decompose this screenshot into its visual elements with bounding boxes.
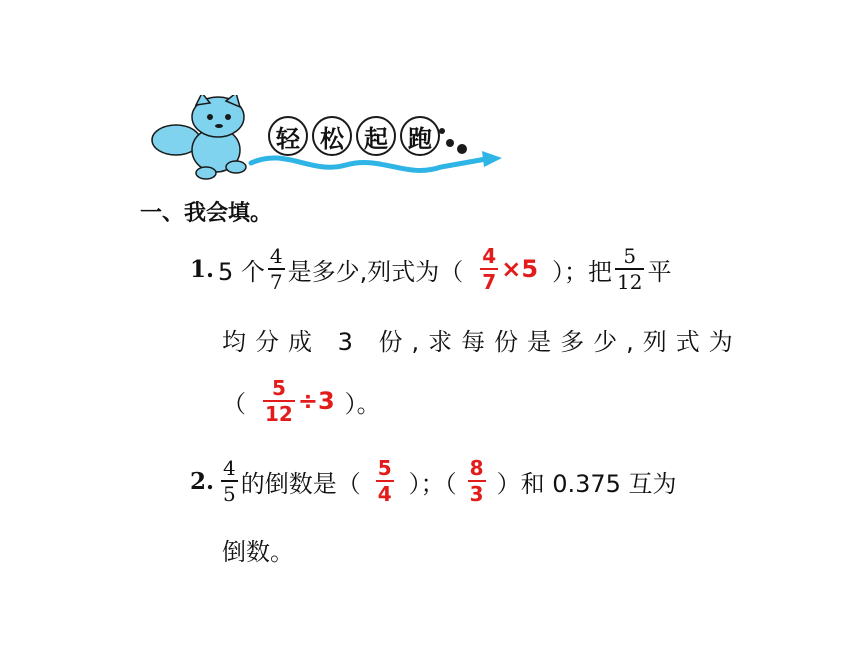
dots-icon <box>439 128 467 154</box>
fraction <box>268 246 285 292</box>
numerator: 8 <box>469 456 484 480</box>
text: 5 个 <box>218 257 265 286</box>
numerator: 4 <box>223 456 236 480</box>
question-1-line-2: 均分成 3 份,求每份是多少,列式为 <box>222 328 742 356</box>
banner-char: 起 <box>356 116 396 156</box>
banner-char: 跑 <box>400 116 440 156</box>
section-title: 一、我会填。 <box>140 201 273 226</box>
text: 的倒数是（ <box>240 469 361 498</box>
answer-fraction <box>376 458 394 504</box>
question-1-line-1 <box>190 246 671 292</box>
answer-text: ×5 <box>501 255 539 283</box>
denominator: 3 <box>469 482 484 506</box>
banner-title <box>268 116 440 156</box>
numerator: 5 <box>623 244 637 268</box>
text: 是多少,列式为（ <box>287 257 464 286</box>
fox-mascot-icon <box>152 95 246 179</box>
answer-text: ÷3 <box>297 387 335 415</box>
answer-fraction <box>263 378 295 424</box>
numerator: 4 <box>482 244 497 268</box>
question-1-line-3 <box>222 378 381 424</box>
question-number: 2. <box>190 467 215 495</box>
numerator: 5 <box>377 456 392 480</box>
question-number: 1. <box>190 255 215 283</box>
arrow-icon <box>251 158 486 171</box>
denominator: 7 <box>482 270 497 294</box>
text: ）；（ <box>408 469 457 498</box>
denominator: 12 <box>265 402 293 426</box>
denominator: 4 <box>377 482 392 506</box>
banner-char: 轻 <box>268 116 308 156</box>
text: 平 <box>647 257 672 286</box>
denominator: 7 <box>269 270 283 294</box>
text: ）；把 <box>552 257 613 286</box>
question-2-line-1 <box>190 458 677 504</box>
text: ）。 <box>344 389 381 418</box>
fraction <box>221 458 238 504</box>
denominator: 12 <box>617 270 643 294</box>
answer-fraction <box>468 458 486 504</box>
text: （ <box>222 389 246 418</box>
fraction <box>615 246 644 292</box>
question-2-line-2: 倒数。 <box>222 538 294 566</box>
numerator: 4 <box>269 244 283 268</box>
text: ）和 0.375 互为 <box>496 469 677 498</box>
answer-fraction <box>480 246 498 292</box>
numerator: 5 <box>271 376 286 400</box>
denominator: 5 <box>223 482 236 506</box>
banner-char: 松 <box>312 116 352 156</box>
